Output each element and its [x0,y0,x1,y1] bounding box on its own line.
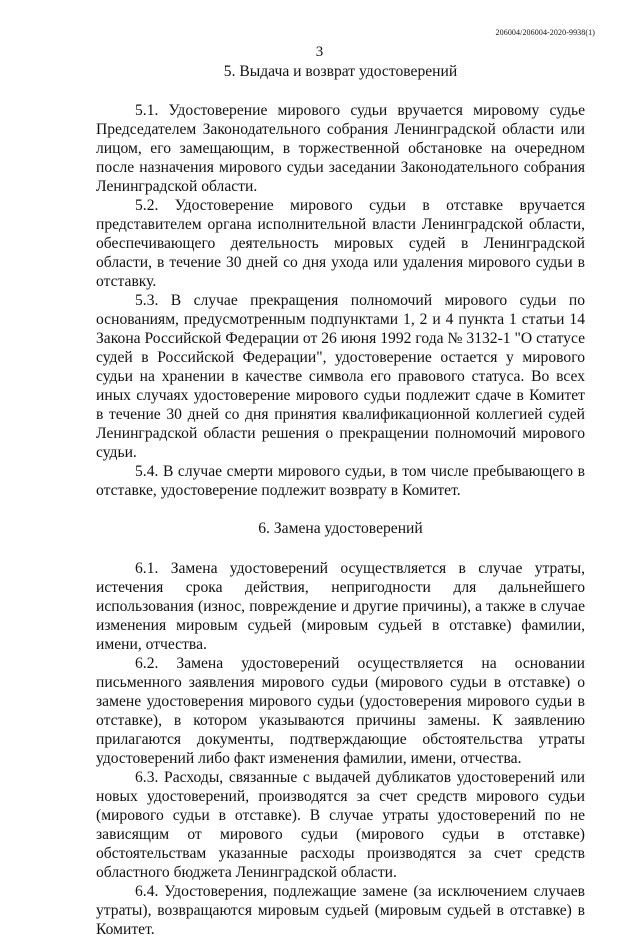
paragraph-6-4: 6.4. Удостоверения, подлежащие замене (за исключением случаев утраты), возвращаются мировым судьей (мировым судьей в отставке) в Комитет. [96,883,585,938]
paragraph-5-3: 5.3. В случае прекращения полномочий мирового судьи по основаниям, предусмотренным подпунктами 1, 2 и 4 пункта 1 статьи 14 Закона Российской Федерации от 26 июня 1992 года № 3132-1 "О статусе судей в Российской Федерации", удостоверение остается у мирового судьи на хранении в качестве символа его правового статуса. Во всех иных случаях удостоверение мирового судьи подлежит сдаче в Комитет в течение 30 дней со дня принятия квалификационной коллегией судей Ленинградской области решения о прекращении полномочий мирового судьи. [96,292,585,461]
section-5-title: 5. Выдача и возврат удостоверений [223,63,458,80]
paragraph-6-2: 6.2. Замена удостоверений осуществляется на основании письменного заявления мирового судьи (мирового судьи в отставке) о замене удостоверения мирового судьи (удостоверения мирового судьи в отставке), в котором указываются причины замены. К заявлению прилагаются документы, подтверждающие обстоятельства утраты удостоверений либо факт изменения фамилии, имени, отчества. [96,655,585,767]
document-body [96,62,585,939]
page-number: 3 [315,44,324,60]
paragraph-5-2: 5.2. Удостоверение мирового судьи в отставке вручается представителем органа исполнительной власти Ленинградской области, обеспечивающего деятельность мировых судей в Ленинградской области, в течение 30 дней со дня ухода или удаления мирового судьи в отставку. [96,197,585,290]
document-id: 206004/206004-2020-9938(1) [495,28,595,37]
paragraph-6-3: 6.3. Расходы, связанные с выдачей дубликатов удостоверений или новых удостоверений, производятся за счет средств мирового судьи (мирового судьи в отставке). В случае утраты удостоверений по не зависящим от мирового судьи (мирового судьи в отставке) обстоятельствам указанные расходы производятся за счет средств областного бюджета Ленинградской области. [96,769,585,881]
paragraph-5-1: 5.1. Удостоверение мирового судьи вручается мировому судье Председателем Законодательного собрания Ленинградской области или лицом, его замещающим, в торжественной обстановке на очередном после назначения мирового судьи заседании Законодательного собрания Ленинградской области. [96,102,585,195]
paragraph-5-4: 5.4. В случае смерти мирового судьи, в том числе пребывающего в отставке, удостоверение подлежит возврату в Комитет. [96,463,585,499]
paragraph-6-1: 6.1. Замена удостоверений осуществляется в случае утраты, истечения срока действия, непригодности для дальнейшего использования (износ, повреждение и другие причины), а также в случае изменения мировым судьей (мировым судьей в отставке) фамилии, имени, отчества. [96,560,585,653]
section-6-title: 6. Замена удостоверений [258,520,423,537]
